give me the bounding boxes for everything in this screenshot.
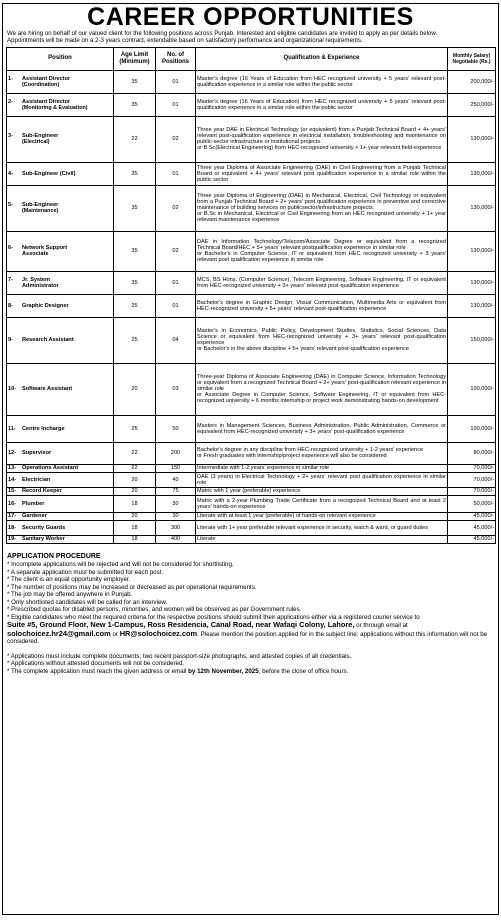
qualification-cell xyxy=(196,415,448,442)
procedure-point: * Prescribed quotas for disabled persons, minorities, and women will be observed as per Government rules. xyxy=(7,606,302,614)
age-limit-cell: 22 xyxy=(114,116,156,162)
table-row xyxy=(7,231,496,271)
position-number: 5- xyxy=(8,202,13,209)
qualification-cell xyxy=(196,495,448,512)
table-row xyxy=(7,535,496,543)
table-row xyxy=(7,442,496,464)
salary-cell: 45,000/- xyxy=(448,520,496,535)
position-subtitle: (Coordination) xyxy=(22,81,60,88)
qualification-cell xyxy=(196,294,448,317)
position-cell xyxy=(7,317,114,363)
email-or: or xyxy=(110,630,120,638)
age-limit-cell: 35 xyxy=(114,70,156,93)
position-title: Electrician xyxy=(22,476,51,483)
header-positions-count: No. of Positions xyxy=(156,47,196,70)
deadline-pre: * The complete application must reach the given address or email xyxy=(7,667,189,675)
procedure-point: * The number of positions may be increased or decreased as per operational requirements. xyxy=(7,583,257,591)
position-title-block xyxy=(22,426,112,432)
job-advertisement xyxy=(2,3,499,915)
age-limit-cell: 25 xyxy=(114,415,156,442)
position-cell xyxy=(7,70,114,93)
procedure-point: * Applications must include complete documents, two recent passport-size photographs, and attested copies of all credentials. xyxy=(7,652,352,660)
qualification-line: MCS, BS Hons. (Computer Science), Telecom Engineering, Software Engineering, IT or equivalent from HEC-recognized university + 3+ years' relevant post-qualification experience xyxy=(197,276,446,289)
position-cell xyxy=(7,294,114,317)
position-subtitle: Associate xyxy=(22,251,49,258)
position-title-block xyxy=(22,501,112,507)
position-cell xyxy=(7,185,114,231)
qualification-line: Bachelor's degree in Graphic Design, Visual Communication, Multimedia Arts or equivalent from HEC-recognized university + 5+ years' relevant post-qualification experience xyxy=(197,299,446,312)
table-row xyxy=(7,271,496,294)
position-title-block xyxy=(22,386,112,392)
qualification-cell xyxy=(196,472,448,487)
age-limit-cell: 22 xyxy=(114,464,156,472)
position-number: 19- xyxy=(8,536,17,543)
header-salary: Monthly Salary| Negotiable (Rs.) xyxy=(448,47,496,70)
age-limit-cell: 18 xyxy=(114,520,156,535)
position-cell xyxy=(7,415,114,442)
position-title-block xyxy=(22,303,112,309)
position-title: Supervisor xyxy=(22,450,52,457)
qualification-line: Literate xyxy=(197,536,216,543)
qualification-line: Matric with a 2-year Plumbing Trade Certificate from a recognized Technical Board and at least 2 years' hands-on experience xyxy=(197,497,446,510)
position-cell xyxy=(7,363,114,415)
qualification-cell xyxy=(196,442,448,464)
header-age-limit: Age Limit (Minimum) xyxy=(114,47,156,70)
salary-cell: 130,000/- xyxy=(448,116,496,162)
deadline-line xyxy=(7,668,494,676)
application-procedure xyxy=(3,544,498,676)
procedure-point: * Eligible candidates who meet the required criteria for the respective positions should submit their applications either via a registered courier service to xyxy=(7,613,420,621)
positions-count-cell: 200 xyxy=(156,442,196,464)
position-title: Graphic Designer xyxy=(22,302,69,309)
positions-count-cell: 02 xyxy=(156,116,196,162)
qualification-line: or B.Sc in Mechanical, Electrical or Civil Engineering from an HEC recognized university + 1+ year relevant maintenance experience xyxy=(197,211,446,224)
page-title: CAREER OPPORTUNITIES xyxy=(87,3,414,31)
position-cell xyxy=(7,495,114,512)
position-number: 6- xyxy=(8,245,13,252)
position-title: Operations Assistant xyxy=(22,465,79,472)
position-title: Research Assistant xyxy=(22,337,74,344)
header-position: Position xyxy=(7,47,114,70)
position-cell xyxy=(7,116,114,162)
positions-count-cell: 01 xyxy=(156,162,196,185)
position-title-block xyxy=(22,171,112,177)
table-row xyxy=(7,162,496,185)
table-row xyxy=(7,472,496,487)
procedure-heading: APPLICATION PROCEDURE xyxy=(7,552,101,560)
positions-count-cell: 150 xyxy=(156,464,196,472)
position-number: 3- xyxy=(8,133,13,140)
address-tail: or through email at xyxy=(354,622,408,630)
procedure-point: * The job may be offered anywhere in Punjab. xyxy=(7,591,133,599)
position-cell xyxy=(7,93,114,116)
position-number: 13- xyxy=(8,465,17,472)
positions-count-cell: 50 xyxy=(156,415,196,442)
position-cell xyxy=(7,520,114,535)
position-number: 8- xyxy=(8,302,13,309)
position-subtitle: (Monitoring & Evaluation) xyxy=(22,104,88,111)
email-link-primary[interactable]: solochoicez.hr24@gmail.com xyxy=(7,628,111,638)
email-link-hr[interactable]: HR@solochoicez.com xyxy=(119,628,198,638)
procedure-point: * A separate application must be submitted for each post. xyxy=(7,568,164,576)
age-limit-cell: 35 xyxy=(114,231,156,271)
position-cell xyxy=(7,231,114,271)
position-title: Record Keeper xyxy=(22,488,62,495)
qualification-line: Three year DAE in Electrical Technology (or equivalent) from a Punjab Technical Board + 4+ years' relevant post-qualification experience in electrical installation, troubleshooting and maintenance on public-sector infrastructure or institutional projects. xyxy=(197,127,446,146)
position-title-block xyxy=(22,525,112,531)
position-title: Sanitary Worker xyxy=(22,536,65,543)
table-row xyxy=(7,317,496,363)
salary-cell: 130,000/- xyxy=(448,271,496,294)
position-title: Sub-Engineer (Civil) xyxy=(22,170,76,177)
position-number: 10- xyxy=(8,386,17,393)
position-title: Gardener xyxy=(22,513,47,520)
position-cell xyxy=(7,162,114,185)
table-row xyxy=(7,70,496,93)
qualification-cell xyxy=(196,317,448,363)
position-subtitle: (Maintenance) xyxy=(22,208,59,215)
salary-cell: 70,000/- xyxy=(448,487,496,495)
position-cell xyxy=(7,442,114,464)
qualification-line: Master's degree (16 Years of Education from HEC recognized university + 5 years' relevant post-qualification experience in a similar role within the public sector xyxy=(197,75,446,88)
position-title: Plumber xyxy=(22,500,45,507)
position-number: 2- xyxy=(8,98,13,105)
table-row xyxy=(7,495,496,512)
age-limit-cell: 18 xyxy=(114,535,156,543)
position-title-block xyxy=(22,477,112,483)
qualification-line: Three year Diploma of Engineering (DAE) in Mechanical, Electrical, Civil Technology or equivalent from a Punjab Technical Board + 2+ years' post qualification experience in preventive and corrective maintenance of building services on publicsector/infrastructure projects. xyxy=(197,192,446,212)
qualification-cell xyxy=(196,535,448,543)
deadline-date: by 12th November, 2025 xyxy=(188,667,259,675)
position-title-block xyxy=(22,245,112,257)
table-row xyxy=(7,185,496,231)
qualification-cell xyxy=(196,487,448,495)
age-limit-cell: 35 xyxy=(114,271,156,294)
salary-cell: 200,000/- xyxy=(448,70,496,93)
qualification-line: or B.Sc(Electrical Engineering) from HEC-recognized university + 1+ year relevant field-experience xyxy=(197,145,442,152)
procedure-point: * Applications without attested documents will not be considered. xyxy=(7,660,185,668)
age-limit-cell: 20 xyxy=(114,363,156,415)
position-number: 17- xyxy=(8,513,17,520)
position-number: 16- xyxy=(8,500,17,507)
position-title: Network Support xyxy=(22,245,68,252)
position-title-block xyxy=(22,133,112,145)
qualification-cell xyxy=(196,70,448,93)
position-title: Software Assistant xyxy=(22,386,73,393)
qualification-cell xyxy=(196,271,448,294)
positions-count-cell: 75 xyxy=(156,487,196,495)
position-title-block xyxy=(22,513,112,519)
table-row xyxy=(7,520,496,535)
positions-count-cell: 02 xyxy=(156,231,196,271)
age-limit-cell: 18 xyxy=(114,495,156,512)
age-limit-cell: 20 xyxy=(114,512,156,520)
intro-text xyxy=(3,30,498,45)
table-row xyxy=(7,116,496,162)
positions-count-cell: 01 xyxy=(156,93,196,116)
qualification-cell xyxy=(196,464,448,472)
age-limit-cell: 35 xyxy=(114,162,156,185)
position-title: Jr. System xyxy=(22,276,50,283)
salary-cell: 130,000/- xyxy=(448,185,496,231)
qualification-cell xyxy=(196,520,448,535)
position-title: Assistant Director xyxy=(22,98,71,105)
position-title: Sub-Engineer xyxy=(22,133,59,140)
position-title-block xyxy=(22,76,112,88)
position-number: 18- xyxy=(8,524,17,531)
position-subtitle: (Electrical) xyxy=(22,139,50,146)
positions-table xyxy=(6,47,496,544)
position-title-block xyxy=(22,337,112,343)
position-title-block xyxy=(22,99,112,111)
salary-cell: 45,000/- xyxy=(448,535,496,543)
position-title: Centre Incharge xyxy=(22,425,65,432)
position-title-block xyxy=(22,465,112,471)
qualification-line: Master's degree (16 Years of Education) from HEC recognized university + 5 years' relevant post-qualification experience in a similar role within the public sector xyxy=(197,98,446,111)
salary-cell: 100,000/- xyxy=(448,363,496,415)
position-title-block xyxy=(22,536,112,542)
salary-cell: 130,000/- xyxy=(448,162,496,185)
positions-count-cell: 40 xyxy=(156,472,196,487)
qualification-line: Three-year Diploma of Associate Engineering (DAE) in Computer Science, Information Technology or equivalent from a recognized Technical Board + 2+ years' post-qualification relevant experience in similar role xyxy=(197,373,446,393)
position-cell xyxy=(7,472,114,487)
table-row xyxy=(7,464,496,472)
qualification-cell xyxy=(196,363,448,415)
positions-count-cell: 04 xyxy=(156,317,196,363)
table-row xyxy=(7,363,496,415)
final-points xyxy=(7,653,494,668)
address-paragraph xyxy=(7,621,494,646)
position-cell xyxy=(7,487,114,495)
age-limit-cell: 20 xyxy=(114,487,156,495)
positions-count-cell: 30 xyxy=(156,495,196,512)
position-title-block xyxy=(22,450,112,456)
position-number: 9- xyxy=(8,337,13,344)
table-row xyxy=(7,294,496,317)
qualification-line: Matric with 1 year (preferable) experience xyxy=(197,488,301,495)
position-cell xyxy=(7,464,114,472)
qualification-line: or Fresh graduates with internship/project experience will also be considered xyxy=(197,453,387,460)
procedure-point: * The client is an equal opportunity employer. xyxy=(7,576,131,584)
qualification-line: or Bachelor's in Computer Science, IT or equivalent from HEC recognized university + 3 years' relevant post qualification experience in similar role xyxy=(197,251,446,264)
qualification-cell xyxy=(196,185,448,231)
qualification-line: Bachelor's degree in any discipline from HEC-recognized university + 1-2 years' experience xyxy=(197,447,424,454)
position-title-block xyxy=(22,488,112,494)
salary-cell: 130,000/- xyxy=(448,294,496,317)
qualification-cell xyxy=(196,512,448,520)
salary-cell: 80,000/- xyxy=(448,442,496,464)
procedure-point: * Only shortlisted candidates will be called for an interview. xyxy=(7,598,168,606)
salary-cell: 150,000/- xyxy=(448,317,496,363)
qualification-line: Literate with at least 1 year (preferable) of hands-on relevant experience xyxy=(197,513,376,520)
salary-cell: 70,000/- xyxy=(448,464,496,472)
deadline-post: , before the close of office hours. xyxy=(258,667,349,675)
position-title: Sub-Engineer xyxy=(22,202,59,209)
intro-line: We are hiring on behalf of our valued client for the following positions across Punjab. Interested and eligible candidates are invited to apply as per details below. xyxy=(7,30,438,37)
email-instructions: . Please mention the position applied for in the subject line; applications without this information will not be considered. xyxy=(7,630,488,646)
position-title: Assistant Director xyxy=(22,75,71,82)
procedure-points xyxy=(7,561,494,621)
positions-count-cell: 01 xyxy=(156,271,196,294)
positions-count-cell: 01 xyxy=(156,294,196,317)
qualification-line: or Associate Degree in Computer Science, Software Engineering, IT or equivalent from HEC-recognized university + 6 months internship or project work demonstrating hands-on development xyxy=(197,392,446,405)
position-subtitle: Administrator xyxy=(22,282,59,289)
position-number: 11- xyxy=(8,425,16,432)
positions-count-cell: 400 xyxy=(156,535,196,543)
qualification-line: Master's in Economics, Public Policy, Development Studies, Statistics, Social Sciences, Data Science or equivalent from HEC-recognized university + 3+ years' relevant post-qualification experience xyxy=(197,328,446,347)
qualification-cell xyxy=(196,116,448,162)
salary-cell: 250,000/- xyxy=(448,93,496,116)
header-qualification: Qualification & Experience xyxy=(196,47,448,70)
salary-cell: 100,000/- xyxy=(448,415,496,442)
age-limit-cell: 25 xyxy=(114,294,156,317)
salary-cell: 130,000/- xyxy=(448,231,496,271)
salary-cell: 45,000/- xyxy=(448,512,496,520)
qualification-line: Intermediate with 1-2 years' experience in similar role xyxy=(197,465,329,472)
age-limit-cell: 35 xyxy=(114,93,156,116)
position-cell xyxy=(7,512,114,520)
table-row xyxy=(7,487,496,495)
position-cell xyxy=(7,271,114,294)
qualification-cell xyxy=(196,93,448,116)
position-title: Security Guards xyxy=(22,524,66,531)
table-row xyxy=(7,512,496,520)
office-address: Suite #5, Ground Floor, New 1-Campus, Ross Residencia, Canal Road, near Wafaqi Colony, Lahore, xyxy=(7,620,355,630)
positions-count-cell: 300 xyxy=(156,520,196,535)
intro-line: Appointments will be made on a 2-3 years contract, extendable based on satisfactory performance and organizational requirements. xyxy=(7,37,363,45)
age-limit-cell: 25 xyxy=(114,317,156,363)
positions-count-cell: 02 xyxy=(156,185,196,231)
table-header-row xyxy=(7,47,496,70)
qualification-cell xyxy=(196,162,448,185)
qualification-line: Three year Diploma of Associate Engineering (DAE) in Civil Engineering from a Punjab Technical Board or equivalent + 4+ years' relevant post qualification experience in a similar role within the public sector xyxy=(197,164,446,183)
position-number: 1- xyxy=(8,75,13,82)
age-limit-cell: 35 xyxy=(114,185,156,231)
position-number: 7- xyxy=(8,276,13,283)
positions-count-cell: 03 xyxy=(156,363,196,415)
positions-count-cell: 30 xyxy=(156,512,196,520)
qualification-line: Masters in Management Sciences, Business Administration, Public Administration, Commerce or equivalent from HEC-recognized university + 3+ years' post-qualification experience xyxy=(197,422,446,435)
salary-cell: 50,000/- xyxy=(448,495,496,512)
position-cell xyxy=(7,535,114,543)
position-title-block xyxy=(22,202,112,214)
position-title-block xyxy=(22,277,112,289)
position-number: 12- xyxy=(8,450,17,457)
qualification-line: or Bachelor's in the above discipline + 5+ years' relevant post-qualification experience xyxy=(197,346,410,353)
position-number: 4- xyxy=(8,170,13,177)
table-row xyxy=(7,93,496,116)
position-number: 15- xyxy=(8,488,17,495)
positions-count-cell: 01 xyxy=(156,70,196,93)
table-row xyxy=(7,415,496,442)
qualification-line: DAE (3 years) in Electrical Technology + 2+ years' relevant post qualification experience in similar role xyxy=(197,473,446,486)
age-limit-cell: 20 xyxy=(114,472,156,487)
position-number: 14- xyxy=(8,476,17,483)
procedure-point: * Incomplete applications will be rejected and will not be considered for shortlisting. xyxy=(7,561,234,569)
qualification-cell xyxy=(196,231,448,271)
qualification-line: DAE in Information Technology/Telecom/Associate Degree or equivalent from a recognized Technical Board/HEC + 5+ years' relevant postqualification experience in similar role xyxy=(197,239,446,252)
qualification-line: Literate with 1+ year preferable relevant experience in security, watch & ward, or guard duties xyxy=(197,524,429,531)
age-limit-cell: 22 xyxy=(114,442,156,464)
salary-cell: 70,000/- xyxy=(448,472,496,487)
